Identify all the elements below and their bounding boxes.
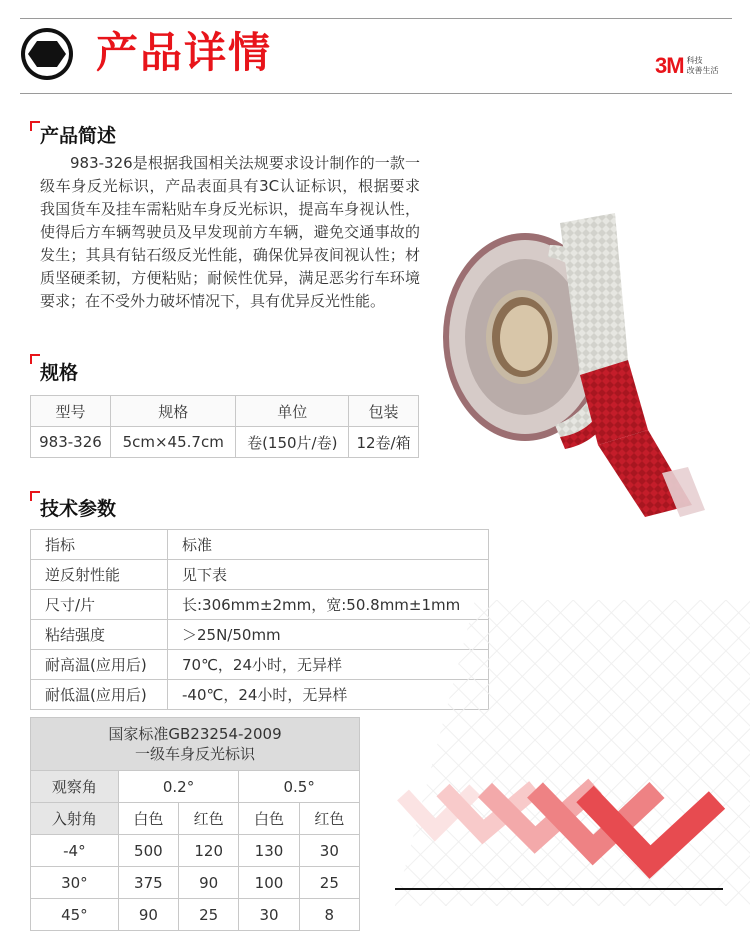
tech-cell: 逆反射性能	[31, 560, 168, 590]
section-corner-mark	[30, 354, 40, 364]
brand-mark: 3M	[655, 53, 684, 78]
standard-caption	[31, 718, 360, 771]
slogan-line-1: 科技	[686, 56, 703, 65]
spec-model: 983-326	[31, 427, 111, 458]
reflective-tape-roll-image	[430, 205, 730, 525]
value-cell: 100	[239, 867, 299, 899]
value-cell: 120	[179, 835, 239, 867]
table-header-row	[31, 396, 419, 427]
section-heading-tech: 技术参数	[40, 498, 117, 520]
table-row	[31, 427, 419, 458]
tech-cell: -40℃，24小时，无异样	[168, 680, 489, 710]
standard-caption-line1: 国家标准GB23254-2009	[108, 725, 282, 743]
table-row	[31, 530, 489, 560]
tech-cell: 尺寸/片	[31, 590, 168, 620]
color-header: 白色	[239, 803, 299, 835]
spec-col-pack: 包装	[349, 396, 419, 427]
table-row	[31, 899, 360, 931]
table-row	[31, 867, 360, 899]
tech-cell: 长:306mm±2mm，宽:50.8mm±1mm	[168, 590, 489, 620]
value-cell: 90	[118, 899, 178, 931]
slogan-line-2: 改善生活	[686, 66, 719, 75]
table-row	[31, 835, 360, 867]
entry-angle: -4°	[31, 835, 119, 867]
table-caption-row	[31, 718, 360, 771]
spec-unit: 卷(150片/卷)	[236, 427, 349, 458]
section-corner-mark	[30, 491, 40, 501]
tech-cell: 70℃，24小时，无异样	[168, 650, 489, 680]
spec-col-model: 型号	[31, 396, 111, 427]
section-corner-mark	[30, 121, 40, 131]
table-row	[31, 771, 360, 803]
value-cell: 500	[118, 835, 178, 867]
tech-cell: 耐高温(应用后)	[31, 650, 168, 680]
spec-col-size: 规格	[110, 396, 235, 427]
spec-pack: 12卷/箱	[349, 427, 419, 458]
brand-slogan	[687, 56, 719, 76]
tech-cell: 指标	[31, 530, 168, 560]
brand-logo	[655, 55, 719, 77]
value-cell: 30	[239, 899, 299, 931]
tech-cell: 粘结强度	[31, 620, 168, 650]
header-top-rule	[20, 18, 732, 19]
value-cell: 8	[299, 899, 359, 931]
hexagon-icon	[20, 27, 74, 81]
tech-cell: ＞25N/50mm	[168, 620, 489, 650]
spec-size: 5cm×45.7cm	[110, 427, 235, 458]
decorative-chevron-arrows	[395, 600, 750, 906]
value-cell: 90	[179, 867, 239, 899]
color-header: 红色	[179, 803, 239, 835]
header-bottom-rule	[20, 93, 732, 94]
standard-table	[30, 717, 360, 931]
page-title: 产品详情	[96, 28, 273, 77]
observe-angle-2: 0.5°	[239, 771, 360, 803]
value-cell: 25	[299, 867, 359, 899]
value-cell: 30	[299, 835, 359, 867]
bottom-rule	[395, 888, 723, 890]
tech-cell: 耐低温(应用后)	[31, 680, 168, 710]
entry-angle: 45°	[31, 899, 119, 931]
tech-cell: 见下表	[168, 560, 489, 590]
observe-angle-label: 观察角	[31, 771, 119, 803]
entry-angle: 30°	[31, 867, 119, 899]
section-heading-spec: 规格	[40, 362, 79, 384]
spec-table	[30, 395, 419, 458]
spec-col-unit: 单位	[236, 396, 349, 427]
entry-angle-label: 入射角	[31, 803, 119, 835]
observe-angle-1: 0.2°	[118, 771, 239, 803]
table-row	[31, 560, 489, 590]
value-cell: 130	[239, 835, 299, 867]
product-description: 983-326是根据我国相关法规要求设计制作的一款一级车身反光标识，产品表面具有3C认证标识，根据要求我国货车及挂车需粘贴车身反光标识，提高车身视认性，使得后方车辆驾驶员及早发现前方车辆，避免交通事故的发生；其具有钻石级反光性能，确保优异夜间视认性；材质坚硬柔韧，方便粘贴；耐候性优异，满足恶劣行车环境要求；在不受外力破坏情况下，具有优异反光性能。	[40, 154, 420, 310]
section-heading-intro: 产品简述	[40, 125, 117, 147]
color-header: 白色	[118, 803, 178, 835]
value-cell: 375	[118, 867, 178, 899]
value-cell: 25	[179, 899, 239, 931]
table-row	[31, 803, 360, 835]
standard-caption-line2: 一级车身反光标识	[134, 745, 255, 763]
tech-cell: 标准	[168, 530, 489, 560]
color-header: 红色	[299, 803, 359, 835]
